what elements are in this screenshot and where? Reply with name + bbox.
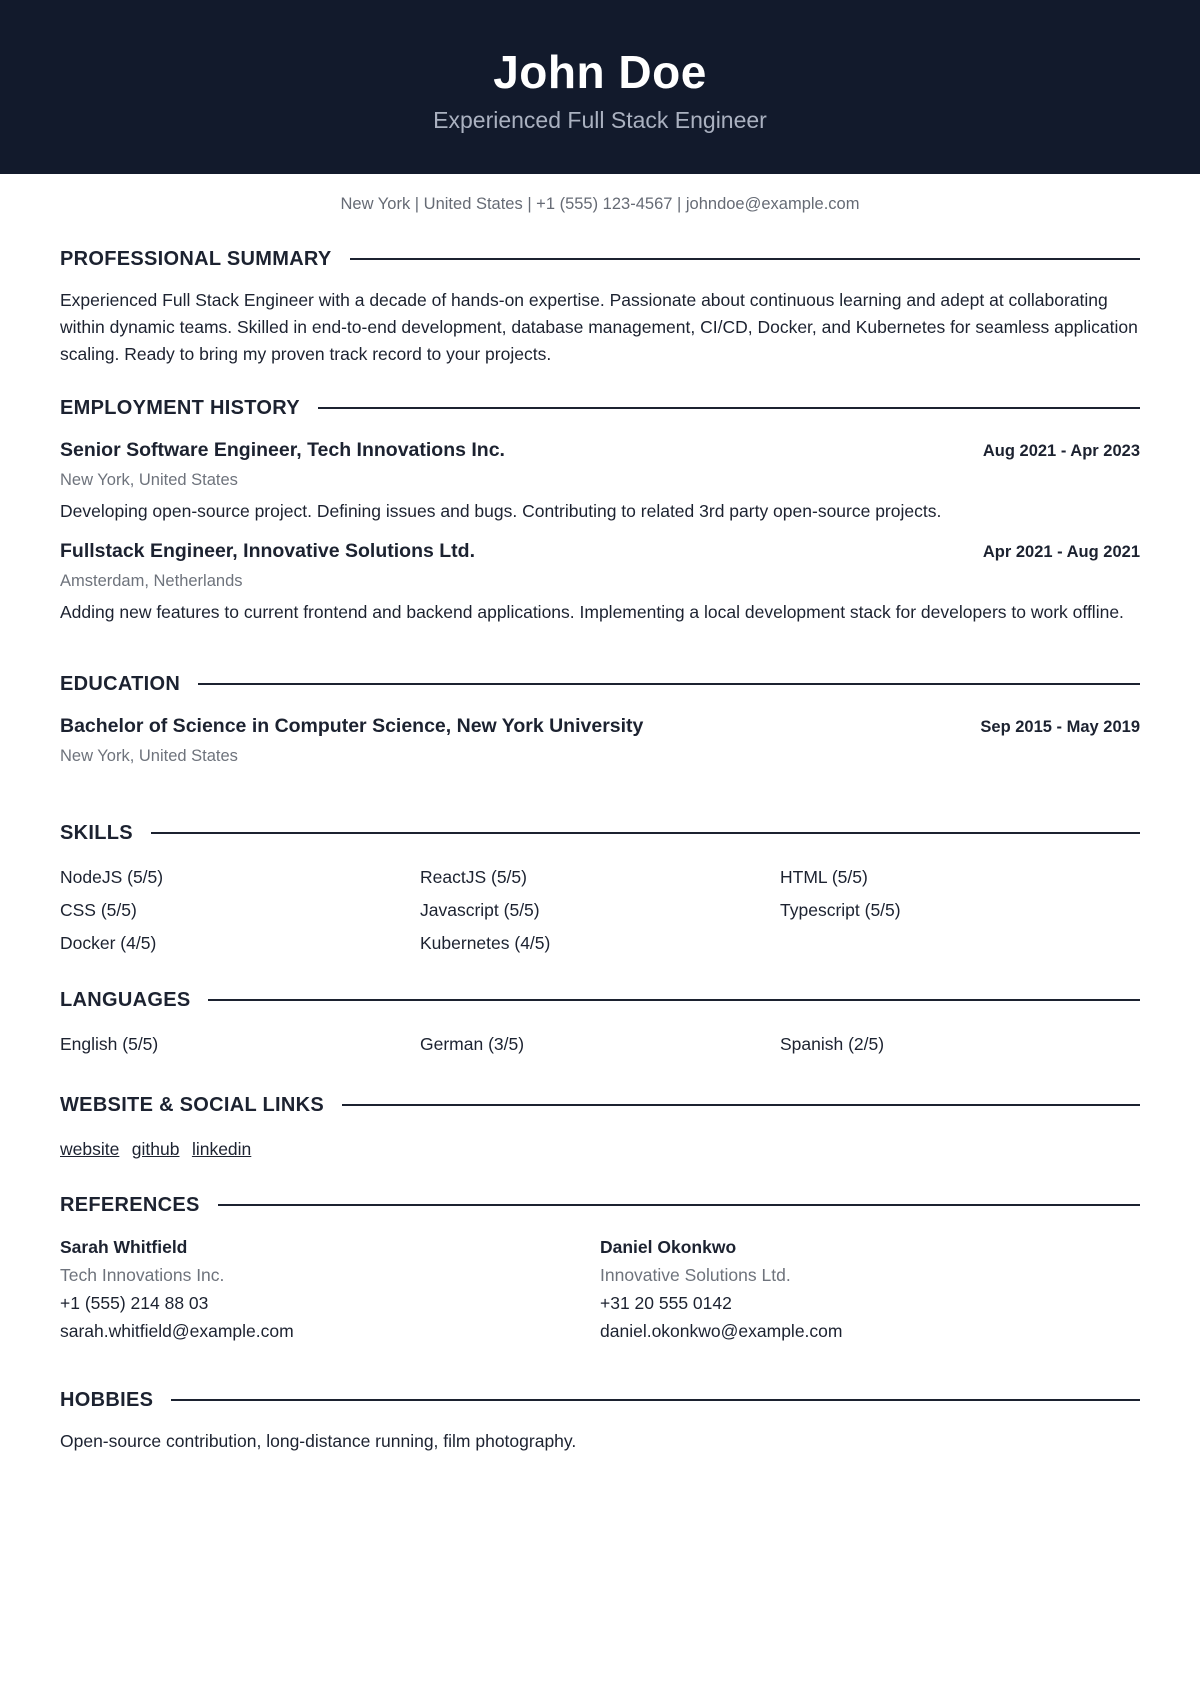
education-header-row [60,715,1140,738]
job-dates: Apr 2021 - Aug 2021 [982,543,1140,561]
reference-email: sarah.whitfield@example.com [60,1321,294,1341]
job-location: Amsterdam, Netherlands [60,572,243,590]
job-entry [60,439,1140,525]
languages-grid [60,1028,1140,1061]
job-dates: Aug 2021 - Apr 2023 [982,442,1140,460]
education-section-header [60,672,1140,696]
skill-item: Javascript (5/5) [420,900,540,920]
links-section-header [60,1093,1140,1117]
candidate-title: Experienced Full Stack Engineer [433,107,767,133]
references-heading: REFERENCES [60,1194,200,1216]
skills-heading: SKILLS [60,822,133,844]
job-header-row [60,540,1140,563]
references-section-header [60,1193,1140,1217]
section-divider [218,1204,1140,1206]
education-location: New York, United States [60,747,238,765]
candidate-name: John Doe [493,46,707,98]
website-link[interactable]: website [60,1139,120,1159]
employment-heading: EMPLOYMENT HISTORY [60,397,300,419]
reference-company: Innovative Solutions Ltd. [600,1265,791,1285]
reference-card [600,1233,1140,1345]
hobbies-section-header [60,1388,1140,1412]
resume-header [0,0,1200,174]
links-heading: WEBSITE & SOCIAL LINKS [60,1094,325,1116]
section-divider [342,1104,1140,1106]
summary-section-header [60,247,1140,271]
job-location: New York, United States [60,471,238,489]
job-description: Developing open-source project. Defining issues and bugs. Contributing to related 3rd party open-source projects. [60,501,942,521]
skill-item: HTML (5/5) [780,867,868,887]
job-title: Senior Software Engineer, Tech Innovations Inc. [60,439,505,461]
summary-text: Experienced Full Stack Engineer with a decade of hands-on expertise. Passionate about continuous learning and adept at collaborating within dynamic teams. Skilled in end-to-end development, database management, CI/CD, Docker, and Kubernetes for seamless application scaling. Ready to bring my proven track record to your projects. [60,290,1138,364]
reference-name: Daniel Okonkwo [600,1237,737,1257]
summary-heading: PROFESSIONAL SUMMARY [60,248,332,270]
job-title: Fullstack Engineer, Innovative Solutions Ltd. [60,540,475,562]
reference-phone: +31 20 555 0142 [600,1293,732,1313]
section-divider [198,683,1140,685]
languages-section-header [60,988,1140,1012]
section-divider [151,832,1140,834]
language-item: Spanish (2/5) [780,1034,885,1054]
contact-line: New York | United States | +1 (555) 123-4567 | johndoe@example.com [340,195,860,213]
resume-body [0,247,1200,1455]
skills-grid [60,861,1140,960]
degree-title: Bachelor of Science in Computer Science, New York University [60,715,644,737]
hobbies-text: Open-source contribution, long-distance running, film photography. [60,1431,577,1451]
job-header-row [60,439,1140,462]
skill-item: Kubernetes (4/5) [420,933,551,953]
education-entry [60,715,1140,766]
job-entry [60,540,1140,626]
skill-item: Docker (4/5) [60,933,157,953]
education-dates: Sep 2015 - May 2019 [980,718,1140,736]
education-heading: EDUCATION [60,673,181,695]
skill-item: CSS (5/5) [60,900,137,920]
hobbies-heading: HOBBIES [60,1389,154,1411]
reference-email: daniel.okonkwo@example.com [600,1321,843,1341]
language-item: English (5/5) [60,1034,159,1054]
reference-phone: +1 (555) 214 88 03 [60,1293,209,1313]
links-row [60,1137,1140,1163]
github-link[interactable]: github [131,1139,180,1159]
reference-company: Tech Innovations Inc. [60,1265,225,1285]
section-divider [171,1399,1140,1401]
language-item: German (3/5) [420,1034,525,1054]
skill-item: ReactJS (5/5) [420,867,527,887]
reference-name: Sarah Whitfield [60,1237,188,1257]
skills-section-header [60,821,1140,845]
skill-item: NodeJS (5/5) [60,867,164,887]
languages-heading: LANGUAGES [60,989,191,1011]
linkedin-link[interactable]: linkedin [191,1139,252,1159]
reference-card [60,1233,600,1345]
employment-section-header [60,396,1140,420]
section-divider [208,999,1140,1001]
section-divider [350,258,1140,260]
section-divider [318,407,1140,409]
references-grid [60,1233,1140,1345]
job-description: Adding new features to current frontend and backend applications. Implementing a local development stack for developers to work offline. [60,602,1124,622]
skill-item: Typescript (5/5) [780,900,901,920]
